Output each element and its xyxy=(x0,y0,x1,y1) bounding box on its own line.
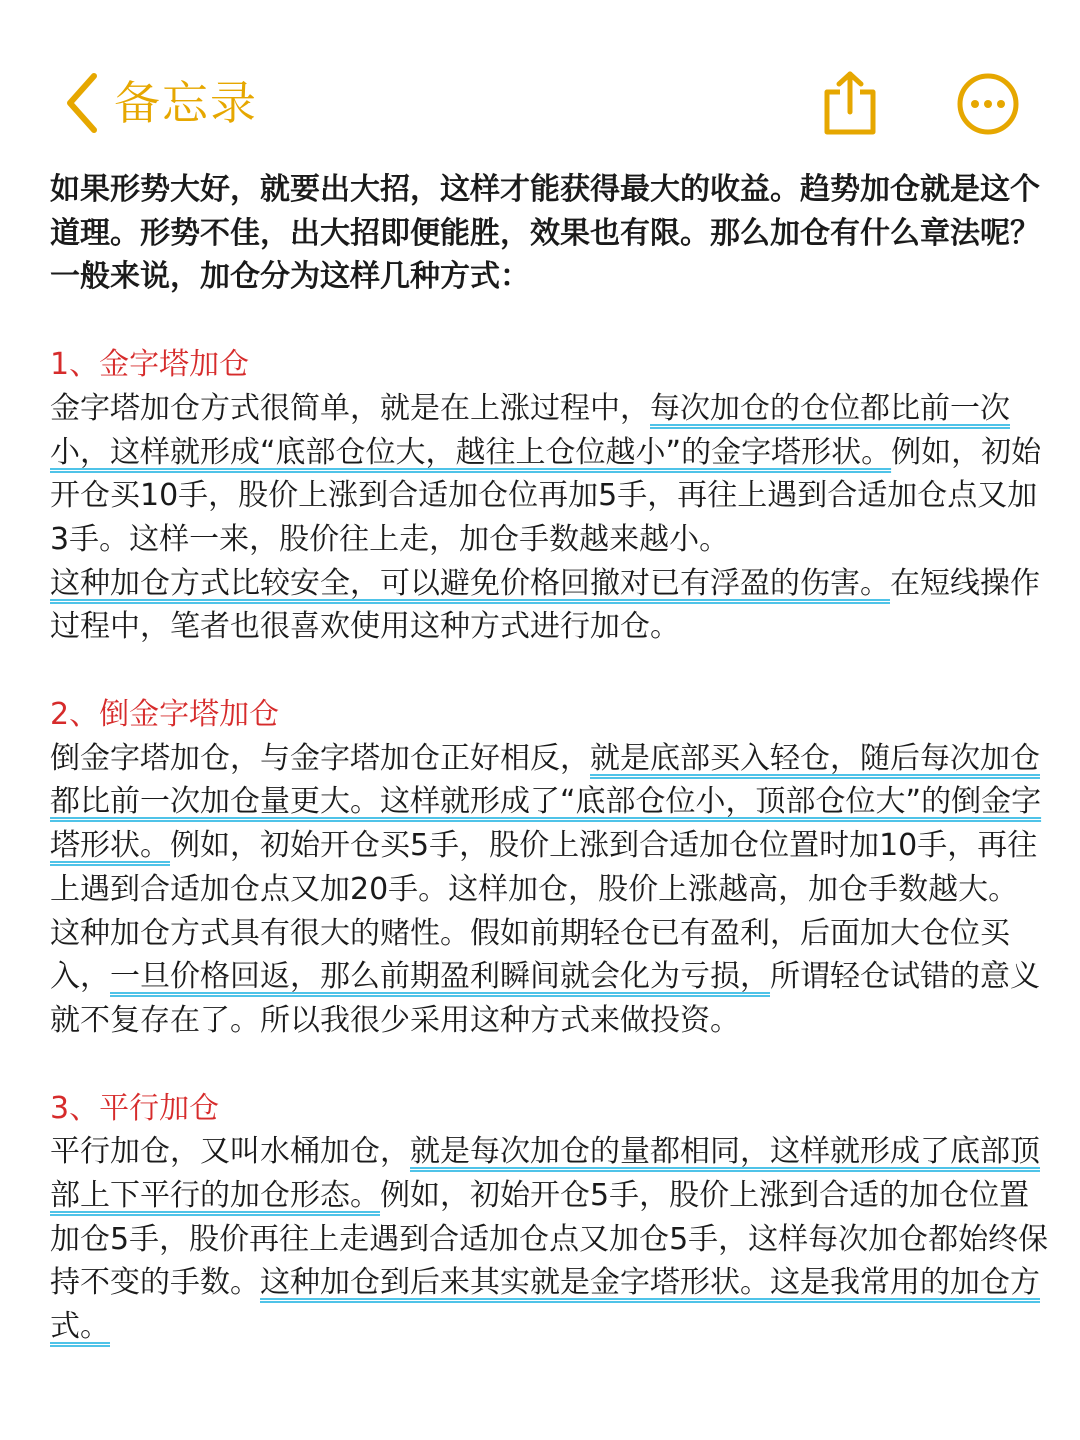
highlighted-text: 每次加仓的仓位都比前一次小，这样就形成“底部仓位大，越往上仓位越小”的金字塔形状。 xyxy=(50,390,1010,470)
body-text: 例如，初始开仓买5手，股价上涨到合适加仓位置时加10手，再往上遇到合适加仓点又加20手。这样加仓，股价上涨越高，加仓手数越大。 xyxy=(50,828,1038,907)
body-text: 所谓轻仓试错的意义就不复存在了。所以我很少采用这种方式来做投资。 xyxy=(50,959,1040,1038)
intro-paragraph: 如果形势大好，就要出大招，这样才能获得最大的收益。趋势加仓就是这个道理。形势不佳，出大招即便能胜，效果也有限。那么加仓有什么章法呢？一般来说，加仓分为这样几种方式： xyxy=(50,172,1040,295)
sections xyxy=(50,343,1050,1349)
back-button[interactable] xyxy=(62,70,258,136)
more-button[interactable] xyxy=(956,72,1020,136)
section-heading: 1、金字塔加仓 xyxy=(50,347,250,383)
body-text: 例如，初始开仓买10手，股价上涨到合适加仓位再加5手，再往上遇到合适加仓点又加3手。这样一来，股价往上走，加仓手数越来越小。 xyxy=(50,434,1042,557)
note-content[interactable] xyxy=(50,168,1050,1349)
highlighted-text: 就是底部买入轻仓，随后每次加仓都比前一次加仓量更大。这样就形成了“底部仓位小，顶部仓位大”的倒金字塔形状。 xyxy=(50,740,1042,864)
nav-bar xyxy=(0,0,1080,160)
section-paragraph xyxy=(50,737,1050,912)
highlighted-text: 这种加仓方式比较安全，可以避免价格回撤对已有浮盈的伤害。 xyxy=(50,565,890,601)
section-paragraph xyxy=(50,1130,1050,1349)
share-button[interactable] xyxy=(822,70,878,136)
back-label: 备忘录 xyxy=(114,76,258,130)
highlighted-text: 这种加仓到后来其实就是金字塔形状。这是我常用的加仓方式。 xyxy=(50,1265,1040,1345)
highlighted-text: 一旦价格回返，那么前期盈利瞬间就会化为亏损， xyxy=(110,959,770,995)
spacer xyxy=(50,649,1050,693)
spacer xyxy=(50,299,1050,343)
section-heading: 3、平行加仓 xyxy=(50,1090,220,1126)
section-paragraph xyxy=(50,912,1050,1043)
body-text: 在短线操作过程中，笔者也很喜欢使用这种方式进行加仓。 xyxy=(50,565,1040,645)
body-text: 这种加仓方式具有很大的赌性。假如前期轻仓已有盈利，后面加大仓位买入， xyxy=(50,915,1010,995)
body-text: 金字塔加仓方式很简单，就是在上涨过程中， xyxy=(50,390,650,426)
share-icon xyxy=(822,70,878,136)
chevron-left-icon xyxy=(62,70,100,136)
section-paragraph xyxy=(50,387,1050,562)
section-heading: 2、倒金字塔加仓 xyxy=(50,697,280,733)
body-text: 例如，初始开仓5手，股价上涨到合适的加仓位置加仓5手，股价再往上走遇到合适加仓点又加仓5手，这样每次加仓都始终保持不变的手数。 xyxy=(50,1178,1049,1301)
body-text: 倒金字塔加仓，与金字塔加仓正好相反， xyxy=(50,740,590,776)
section-paragraph xyxy=(50,562,1050,649)
body-text: 平行加仓，又叫水桶加仓， xyxy=(50,1134,410,1170)
spacer xyxy=(50,1043,1050,1087)
more-icon xyxy=(956,72,1020,136)
highlighted-text: 就是每次加仓的量都相同，这样就形成了底部顶部上下平行的加仓形态。 xyxy=(50,1134,1040,1214)
